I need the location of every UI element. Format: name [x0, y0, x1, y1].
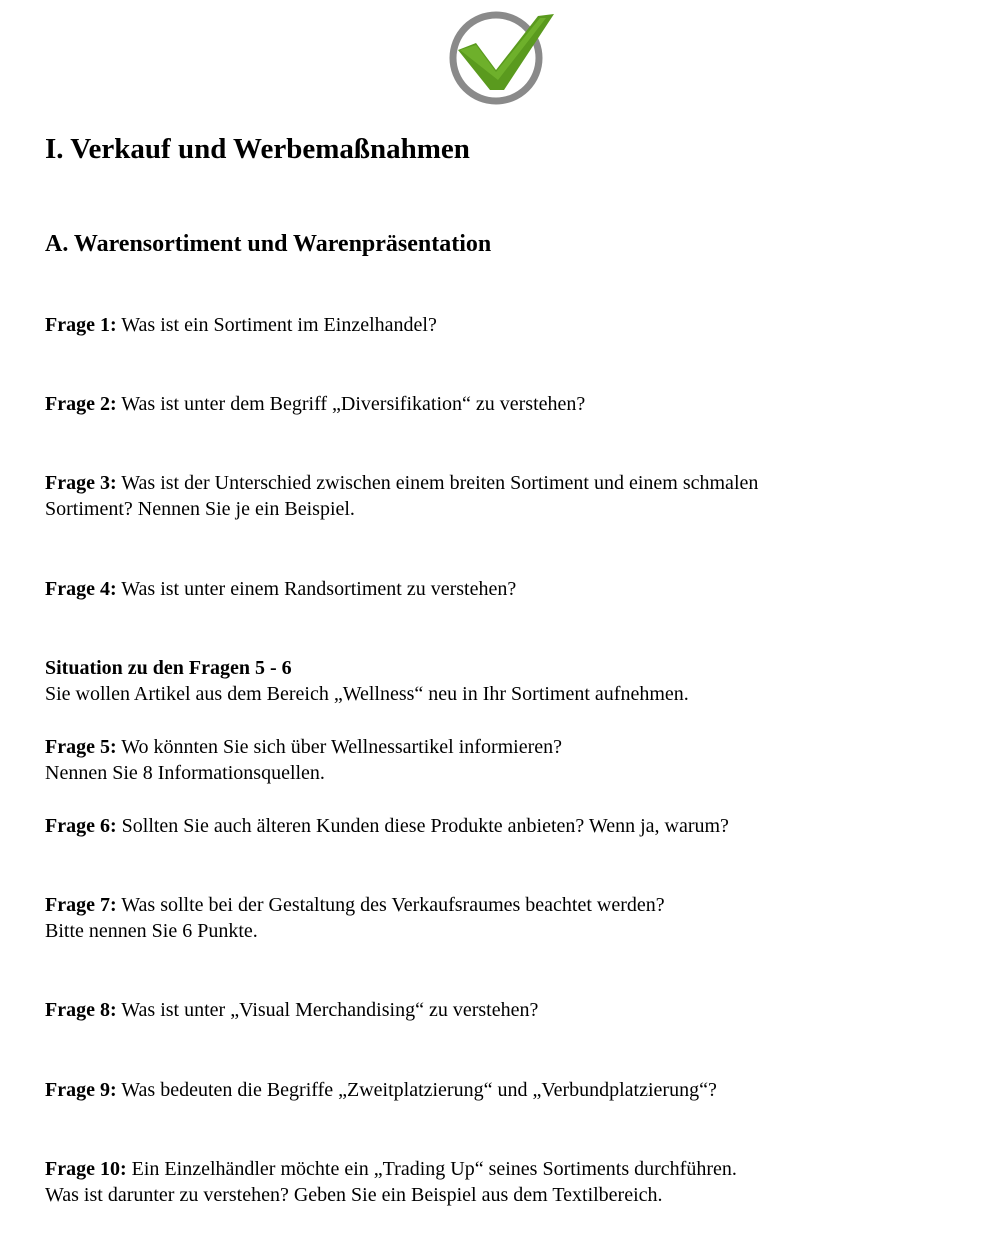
question-text: Was bedeuten die Begriffe „Zweitplatzierung“ und „Verbundplatzierung“? [121, 1079, 717, 1101]
question-text: Ein Einzelhändler möchte ein „Trading Up“ seines Sortiments durchführen. [131, 1158, 737, 1180]
question-1 [45, 312, 945, 338]
checkmark-circle-icon [446, 10, 558, 106]
question-text: Was ist unter „Visual Merchandising“ zu verstehen? [121, 999, 539, 1021]
situation-text: Sie wollen Artikel aus dem Bereich „Wellness“ neu in Ihr Sortiment aufnehmen. [45, 683, 689, 705]
situation-block [45, 655, 945, 707]
question-text: Wo könnten Sie sich über Wellnessartikel informieren? [121, 736, 563, 758]
question-label: Frage 8: [45, 999, 117, 1021]
question-text: Was ist unter dem Begriff „Diversifikation“ zu verstehen? [121, 393, 586, 415]
question-label: Frage 1: [45, 314, 117, 336]
question-5 [45, 734, 945, 786]
question-label: Frage 2: [45, 393, 117, 415]
question-text: Sollten Sie auch älteren Kunden diese Produkte anbieten? Wenn ja, warum? [121, 815, 729, 837]
question-label: Frage 4: [45, 578, 117, 600]
situation-title: Situation zu den Fragen 5 - 6 [45, 657, 292, 679]
question-text-continued: Sortiment? Nennen Sie je ein Beispiel. [45, 498, 355, 520]
question-text-continued: Nennen Sie 8 Informationsquellen. [45, 762, 325, 784]
question-label: Frage 7: [45, 894, 117, 916]
question-text-continued: Was ist darunter zu verstehen? Geben Sie ein Beispiel aus dem Textilbereich. [45, 1184, 663, 1206]
question-label: Frage 10: [45, 1158, 127, 1180]
question-text: Was sollte bei der Gestaltung des Verkaufsraumes beachtet werden? [121, 894, 665, 916]
question-label: Frage 9: [45, 1079, 117, 1101]
question-label: Frage 6: [45, 815, 117, 837]
question-6 [45, 813, 945, 839]
question-3 [45, 470, 945, 522]
question-label: Frage 3: [45, 472, 117, 494]
question-label: Frage 5: [45, 736, 117, 758]
chapter-title: I. Verkauf und Werbemaßnahmen [45, 133, 470, 165]
question-2 [45, 391, 945, 417]
question-9 [45, 1077, 945, 1103]
question-4 [45, 576, 945, 602]
question-10 [45, 1156, 945, 1208]
question-7 [45, 892, 945, 944]
question-text-continued: Bitte nennen Sie 6 Punkte. [45, 920, 258, 942]
question-text: Was ist der Unterschied zwischen einem breiten Sortiment und einem schmalen [121, 472, 759, 494]
logo-check-highlight [460, 18, 546, 80]
question-8 [45, 997, 945, 1023]
section-title: A. Warensortiment und Warenpräsentation [45, 231, 492, 257]
question-text: Was ist unter einem Randsortiment zu verstehen? [121, 578, 517, 600]
question-text: Was ist ein Sortiment im Einzelhandel? [121, 314, 437, 336]
